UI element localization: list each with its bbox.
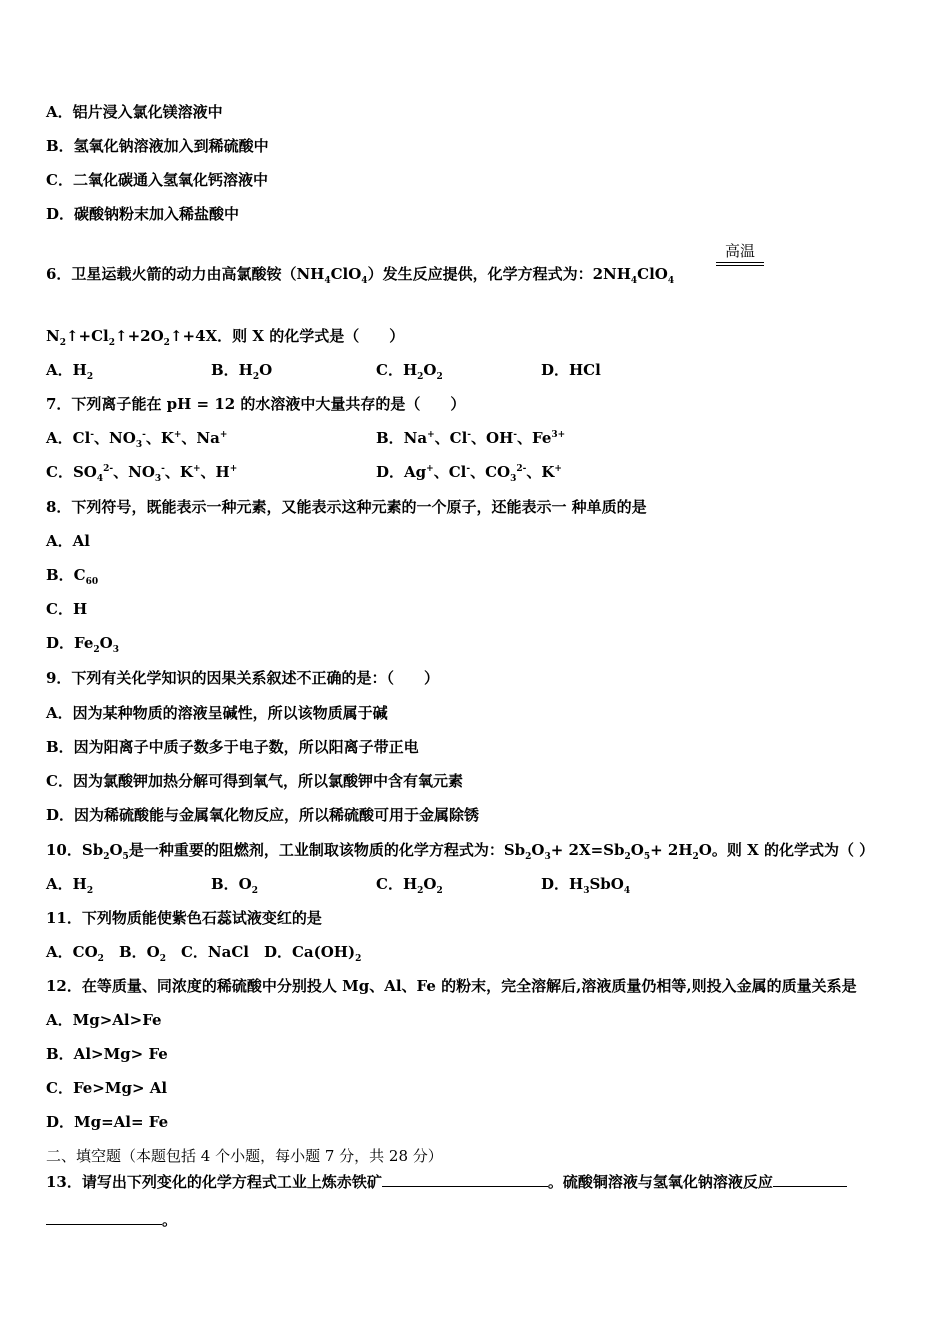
q10-option-c: C．$H_2O_2$ [376,875,443,896]
q13-continuation: 。 [46,1210,177,1230]
q10-option-a: A．$H_2$ [46,875,94,896]
q5-option-a: A．铝片浸入氯化镁溶液中 [46,103,223,121]
q5-option-c: C．二氧化碳通入氢氧化钙溶液中 [46,171,268,189]
answer-blank-1[interactable] [382,1172,548,1187]
q11-stem: 11．下列物质能使紫色石蕊试液变红的是 [46,909,322,927]
q12-option-c: C．Fe>Mg> Al [46,1079,168,1097]
q6-option-a: A．$H_2$ [46,361,94,382]
q10-option-b: B．$O_2$ [211,875,259,896]
section-heading: 二、填空题（本题包括 4 个小题，每小题 7 分，共 28 分） [46,1147,443,1165]
q11-options: A．$CO_2$ B．$O_2$ C．NaCl D．$Ca(OH)_2$ [46,943,362,964]
q7-option-d: D．Ag+、Cl-、$CO_3^{2-}$、K+ [376,463,562,484]
q8-stem: 8．下列符号，既能表示一种元素，又能表示这种元素的一个原子，还能表示一 种单质的是 [46,498,647,516]
q8-option-c: C．H [46,600,88,618]
q12-option-a: A．Mg>Al>Fe [46,1011,162,1029]
q9-option-c: C．因为氯酸钾加热分解可得到氧气，所以氯酸钾中含有氧元素 [46,772,463,790]
q12-option-d: D．Mg=Al= Fe [46,1113,169,1131]
answer-blank-2-cont[interactable] [46,1210,162,1225]
q5-option-d: D．碳酸钠粉末加入稀盐酸中 [46,205,240,223]
q9-option-a: A．因为某种物质的溶液呈碱性，所以该物质属于碱 [46,704,388,722]
q7-option-b: B．Na+、Cl-、OH-、$Fe^{3+}$ [376,429,566,447]
reaction-condition: 高温 [716,240,764,266]
q6-option-d: D．HCl [541,361,601,379]
q6-option-b: B．$H_2O$ [211,361,273,382]
q9-option-b: B．因为阳离子中质子数多于电子数，所以阳离子带正电 [46,738,419,756]
q9-stem: 9．下列有关化学知识的因果关系叙述不正确的是：（ ） [46,669,439,687]
q6-equation-products: $N_2↑+Cl_2↑+2O_2↑+4X$．则 X 的化学式是（ ） [46,327,405,348]
answer-blank-2[interactable] [773,1172,847,1187]
q7-option-a: A．Cl-、$NO_3^-$、K+、Na+ [46,429,228,450]
q6-stem: 6．卫星运载火箭的动力由高氯酸铵$(NH_4ClO_4)$发生反应提供，化学方程式为：$2NH_4ClO_4$ [46,265,675,286]
q7-stem: 7．下列离子能在 pH = 12 的水溶液中大量共存的是（ ） [46,395,466,413]
q8-option-a: A．Al [46,532,90,550]
q12-option-b: B．Al>Mg> Fe [46,1045,168,1063]
q13-stem: 13．请写出下列变化的化学方程式工业上炼赤铁矿 。硫酸铜溶液与氢氧化钠溶液反应 [46,1172,847,1192]
q8-option-d: D．$Fe_2O_3$ [46,634,119,655]
q5-option-b: B．氢氧化钠溶液加入到稀硫酸中 [46,137,269,155]
q7-option-c: C．$SO_4^{2-}$、$NO_3^-$、K+、H+ [46,463,238,484]
q12-stem: 12．在等质量、同浓度的稀硫酸中分别投人 Mg、Al、Fe 的粉末，完全溶解后,溶液质量仍相等,则投入金属的质量关系是 [46,977,857,995]
q10-option-d: D．$H_3SbO_4$ [541,875,631,896]
q10-stem: 10．$Sb_2O_5$是一种重要的阻燃剂，工业制取该物质的化学方程式为：$Sb_2O_3+ 2X=Sb_2O_5+ 2H_2O$。则 X 的化学式为（ ） [46,841,875,862]
q8-option-b: B．$C_{60}$ [46,566,99,587]
q9-option-d: D．因为稀硫酸能与金属氧化物反应，所以稀硫酸可用于金属除锈 [46,806,480,824]
q6-option-c: C．$H_2O_2$ [376,361,443,382]
